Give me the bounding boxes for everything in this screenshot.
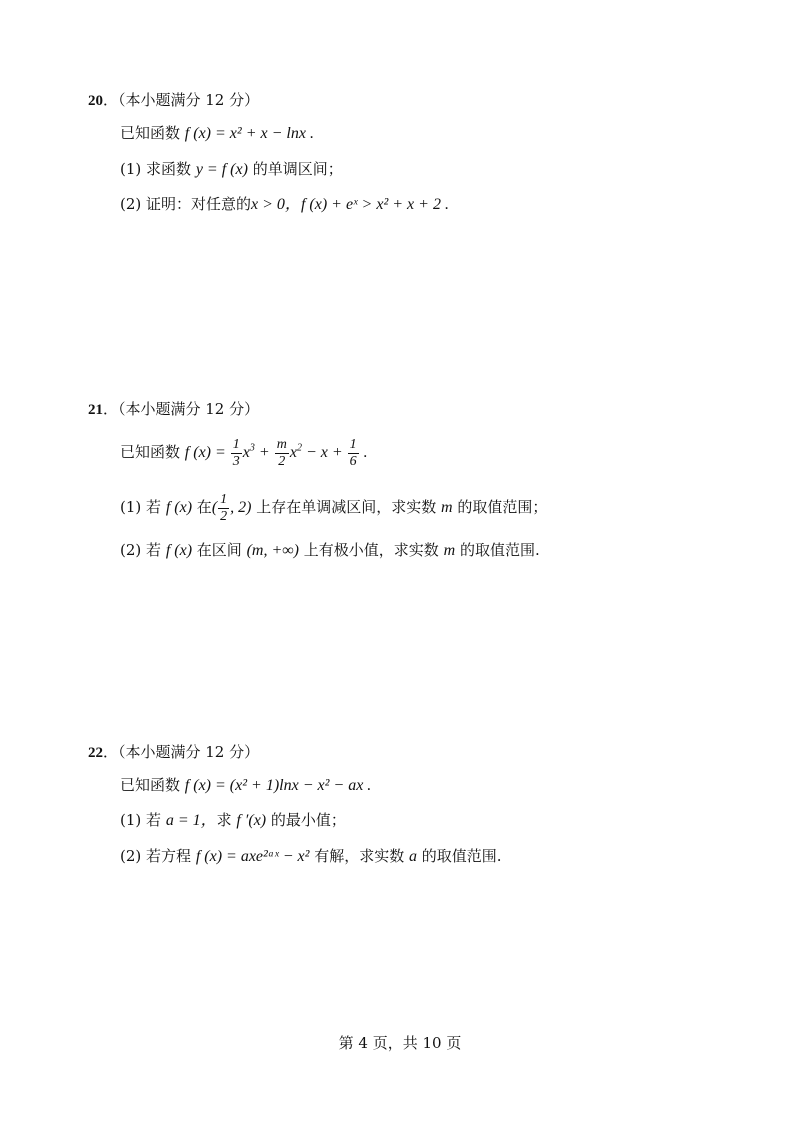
q22-stem-prefix: 已知函数 [120,776,181,794]
q20-stem-prefix: 已知函数 [120,124,181,142]
q22-part2-suffix: 的取值范围. [421,847,502,865]
q21-part1-in: 在 [196,498,212,516]
q22-part1-mid: 求 [216,811,232,829]
q22-number: 22 [88,745,103,761]
q21-stem-prefix: 已知函数 [120,443,181,461]
q22-header-text: ．（本小题满分 12 分） [103,743,260,761]
q21-part1-label: (1) 若 [120,498,162,516]
q21-part1-text: 上存在单调减区间，求实数 [256,498,437,516]
q22-part1-condition: a = 1， [165,812,217,829]
q22-part2 [120,846,502,867]
q22-part1-suffix: 的最小值； [270,811,346,829]
q21-part2-var: m [443,542,456,559]
q22-part2-var: a [408,848,417,865]
q21-part1-interval: ( $\frac{1}{2}$ , 2) [211,491,252,524]
q20-header-text: ．（本小题满分 12 分） [103,91,260,109]
q22-stem-formula: f (x) = (x² + 1)lnx − x² − ax . [184,777,372,794]
q20-part2-label: (2) 证明：对任意的 [120,195,252,213]
q21-part2-function: f (x) [165,542,193,559]
q22-part2-text: 有解，求实数 [314,847,405,865]
q22-part1 [120,810,346,831]
q20-part2-condition: x > 0， [251,196,301,213]
q20-stem-formula: f (x) = x² + x − lnx . [184,125,314,142]
q21-stem-formula: f (x) = $\frac{1}{3}$ $x^3$ + $\frac{m}{2}$ $x^2 - x$ + $\frac{1}{6}$ . [184,436,368,469]
q20-stem [120,123,314,144]
q21-part2-in: 在区间 [196,541,242,559]
q21-part1 [120,487,547,527]
q21-part1-var: m [441,499,453,516]
q22-stem [120,775,371,796]
q21-part2 [120,540,540,561]
q21-part2-interval: (m, +∞) [246,542,300,559]
q21-header [88,399,259,420]
q21-number: 21 [88,402,103,418]
q20-number: 20 [88,93,103,109]
page-footer: 第 4 页，共 10 页 [338,1034,462,1052]
q22-part1-label: (1) 若 [120,811,162,829]
q20-part2 [120,194,449,215]
q22-header [88,742,259,763]
q21-stem [120,432,368,472]
q22-part2-equation: f (x) = axe²ᵃˣ − x² [195,848,310,865]
q21-header-text: ．（本小题满分 12 分） [103,400,260,418]
q21-part2-suffix: 的取值范围. [459,541,540,559]
q20-part1-formula: y = f (x) [195,161,248,178]
q20-part2-inequality: f (x) + eˣ > x² + x + 2 . [300,196,449,213]
q20-header [88,90,259,111]
q20-part1-label: (1) 求函数 [120,160,192,178]
q20-part1-suffix: 的单调区间； [252,160,343,178]
q22-part2-label: (2) 若方程 [120,847,192,865]
q21-part1-suffix: 的取值范围； [457,498,548,516]
q20-part1 [120,159,343,180]
q22-part1-derivative: f ′(x) [236,812,267,829]
q21-part2-label: (2) 若 [120,541,162,559]
q21-part2-text: 上有极小值，求实数 [303,541,439,559]
q21-part1-function: f (x) [165,499,193,516]
